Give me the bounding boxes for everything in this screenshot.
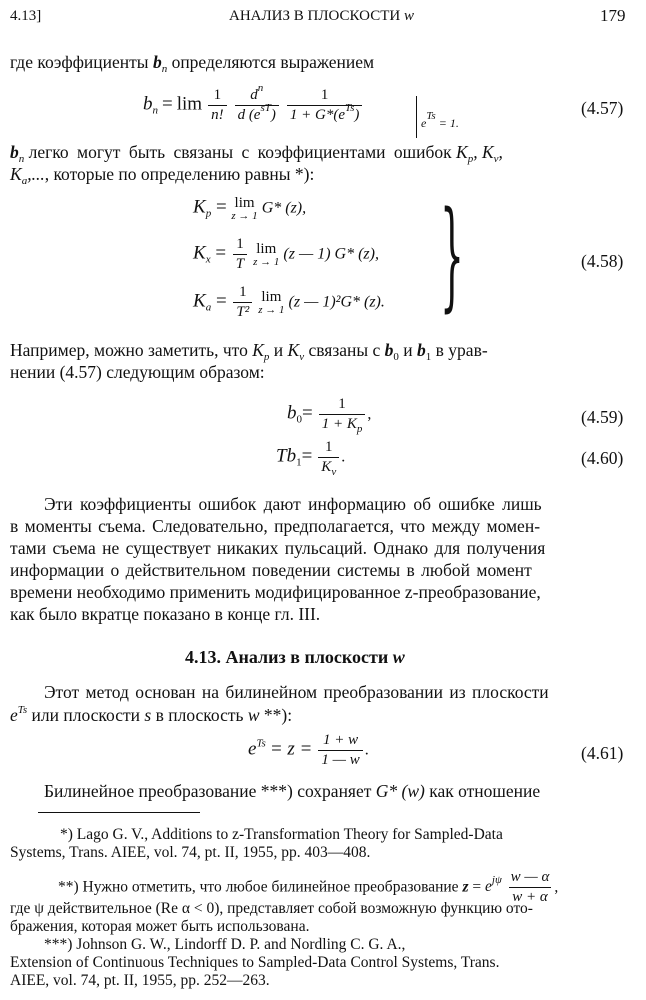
- para-4-line-5: времени необходимо применить модифицированное z-преобразование,: [10, 582, 541, 602]
- footnote-3-line-2: Extension of Continuous Techniques to Sampled-Data Control Systems, Trans.: [10, 954, 500, 971]
- para-2-line-2: $K_a$,..., которые по определению равны *):: [10, 164, 315, 187]
- right-brace: }: [440, 185, 465, 323]
- para-2-line-1: $b_n$ легко могут быть связаны с коэффициентами ошибок $K_p$, $K_v$,: [10, 142, 503, 165]
- footnote-separator: [38, 812, 200, 813]
- equation-number-4-59: (4.59): [581, 407, 624, 427]
- para-4-line-4: информации о действительном поведении системы в любой момент: [10, 560, 532, 580]
- section-heading: 4.13. Анализ в плоскости w: [185, 647, 405, 667]
- equation-number-4-61: (4.61): [581, 743, 624, 763]
- footnote-2-line-3: бражения, которая может быть использована.: [10, 918, 310, 935]
- para-6: Билинейное преобразование ***) сохраняет G* (w) как отношение: [44, 781, 541, 801]
- footnote-1-line-1: *) Lago G. V., Additions to z-Transformation Theory for Sampled-Data: [60, 826, 503, 843]
- para-4-line-2: в моменты съема. Следовательно, предполагается, что между момен-: [10, 516, 541, 536]
- para-4-line-1: Эти коэффициенты ошибок дают информацию об ошибке лишь: [44, 494, 542, 514]
- para-1: где коэффициенты $b_n$ определяются выражением: [10, 52, 375, 75]
- equation-4-58-row-2: $K_x$ = $\frac{1}{T}$ lim z → 1 (z — 1) G* (z),: [193, 236, 379, 272]
- footnote-2-line-2: где ψ действительное (Re α < 0), представляет собой возможную функцию ото-: [10, 900, 533, 917]
- equation-4-61: $e^{Ts} = z$ = $\frac{1 + w}{1 — w}$ .: [248, 732, 369, 768]
- footnote-3-line-3: AIEE, vol. 74, pt. II, 1955, pp. 252—263.: [10, 972, 270, 989]
- section-ref: 4.13]: [10, 8, 42, 24]
- para-5-line-2: $e^{Ts}$ или плоскости s в плоскость w **):: [10, 704, 293, 725]
- equation-number-4-57: (4.57): [581, 98, 624, 118]
- para-5-line-1: Этот метод основан на билинейном преобразовании из плоскости: [44, 682, 549, 702]
- equation-number-4-60: (4.60): [581, 448, 624, 468]
- equation-4-58-row-1: $K_p$ = lim z → 1 G* (z),: [193, 195, 307, 222]
- equation-4-60: $Tb_1=$ $\frac{1}{K_v}$ .: [276, 439, 346, 478]
- para-4-line-3: тами съема не существует никаких пульсаций. Однако для получения: [10, 538, 546, 558]
- equation-4-58-row-3: $K_a$ = $\frac{1}{\text{T²}}$ lim z → 1 (z — 1)²G* (z).: [193, 284, 385, 320]
- page-number: 179: [600, 6, 626, 25]
- evaluation-point: $e^{Ts} = 1$.: [421, 110, 459, 130]
- evaluation-bar: [416, 96, 417, 138]
- footnote-2-line-1: **) Нужно отметить, что любое билинейное преобразование $z = e^{j\psi}$ $\frac{w — \alpha}{w + \alpha}$ ,: [58, 869, 559, 905]
- para-3-line-1: Например, можно заметить, что $K_p$ и $K_v$ связаны с $b_0$ и $b_1$ в урав-: [10, 340, 488, 363]
- para-4-line-6: как было вкратце показано в конце гл. III.: [10, 604, 321, 624]
- footnote-3-line-1: ***) Johnson G. W., Lindorff D. P. and Nordling C. G. A.,: [44, 936, 406, 953]
- equation-number-4-58: (4.58): [581, 251, 624, 271]
- equation-4-57: $b_n = \lim$ $\frac{1}{n!}$ $\frac{d^n}{d (e^{sT})}$ $\frac{1}{1 + G*(e^{Ts})}$: [143, 88, 364, 124]
- equation-4-59: $b_0=$ $\frac{1}{1 + K_p}$ ,: [287, 396, 372, 435]
- running-title: АНАЛИЗ В ПЛОСКОСТИ w: [229, 8, 414, 24]
- para-3-line-2: нении (4.57) следующим образом:: [10, 362, 265, 382]
- footnote-1-line-2: Systems, Trans. AIEE, vol. 74, pt. II, 1955, pp. 403—408.: [10, 844, 371, 861]
